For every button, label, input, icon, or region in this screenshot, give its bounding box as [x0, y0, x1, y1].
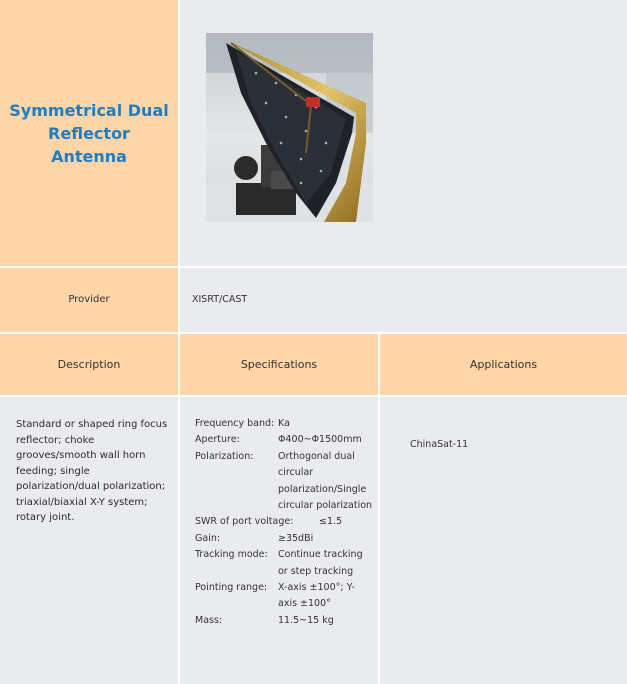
spec-label: Frequency band:	[195, 418, 275, 429]
applications-header	[380, 334, 627, 395]
photo-cell	[180, 0, 627, 266]
description-text: Standard or shaped ring focus reflector; choke grooves/smooth wall horn feeding; single polarization/dual polarization; triaxial/biaxial X-Y system; rotary joint.	[16, 419, 168, 523]
spec-row	[195, 449, 378, 515]
applications-header-label: Applications	[469, 358, 538, 371]
spec-label: Aperture:	[195, 434, 240, 446]
spec-row	[195, 613, 378, 629]
provider-value-cell	[180, 268, 627, 332]
spec-label: Gain:	[195, 532, 221, 544]
spec-row	[195, 514, 378, 530]
antenna-illustration	[206, 33, 373, 222]
spec-row	[195, 547, 378, 580]
spec-label: Polarization:	[195, 450, 254, 462]
spec-row	[195, 416, 378, 432]
spec-value: 11.5~15 kg	[278, 614, 334, 626]
spec-label: SWR of port voltage:	[195, 516, 294, 528]
spec-value: Continue tracking or step tracking	[278, 549, 363, 577]
provider-label-cell	[0, 268, 178, 332]
title-cell	[0, 0, 178, 266]
spec-label: Mass:	[195, 614, 223, 626]
applications-text: ChinaSat-11	[410, 439, 469, 450]
specifications-header-label: Specifications	[240, 358, 318, 371]
provider-label: Provider	[68, 294, 110, 305]
spec-label: Tracking mode:	[195, 549, 268, 561]
spec-row	[195, 531, 378, 547]
spec-row	[195, 432, 378, 448]
specifications-header	[180, 334, 378, 395]
description-cell	[0, 397, 178, 684]
spec-row	[195, 580, 378, 613]
spec-value: X-axis ±100°; Y-axis ±100°	[278, 582, 355, 610]
provider-value: XISRT/CAST	[192, 294, 248, 305]
spec-value: Φ400~Φ1500mm	[278, 434, 362, 446]
spec-value: ≤1.5	[319, 516, 343, 528]
applications-cell	[380, 397, 627, 684]
description-header-label: Description	[57, 358, 121, 371]
description-header	[0, 334, 178, 395]
spec-value: Ka	[278, 418, 290, 429]
spec-value: Orthogonal dual circular polarization/Single circular polarization	[278, 450, 373, 512]
antenna-photo	[206, 33, 373, 222]
spec-value: ≥35dBi	[278, 532, 314, 544]
spec-label: Pointing range:	[195, 582, 268, 594]
specifications-cell	[180, 397, 378, 684]
product-title: Symmetrical Dual Reflector Antenna	[9, 100, 169, 166]
